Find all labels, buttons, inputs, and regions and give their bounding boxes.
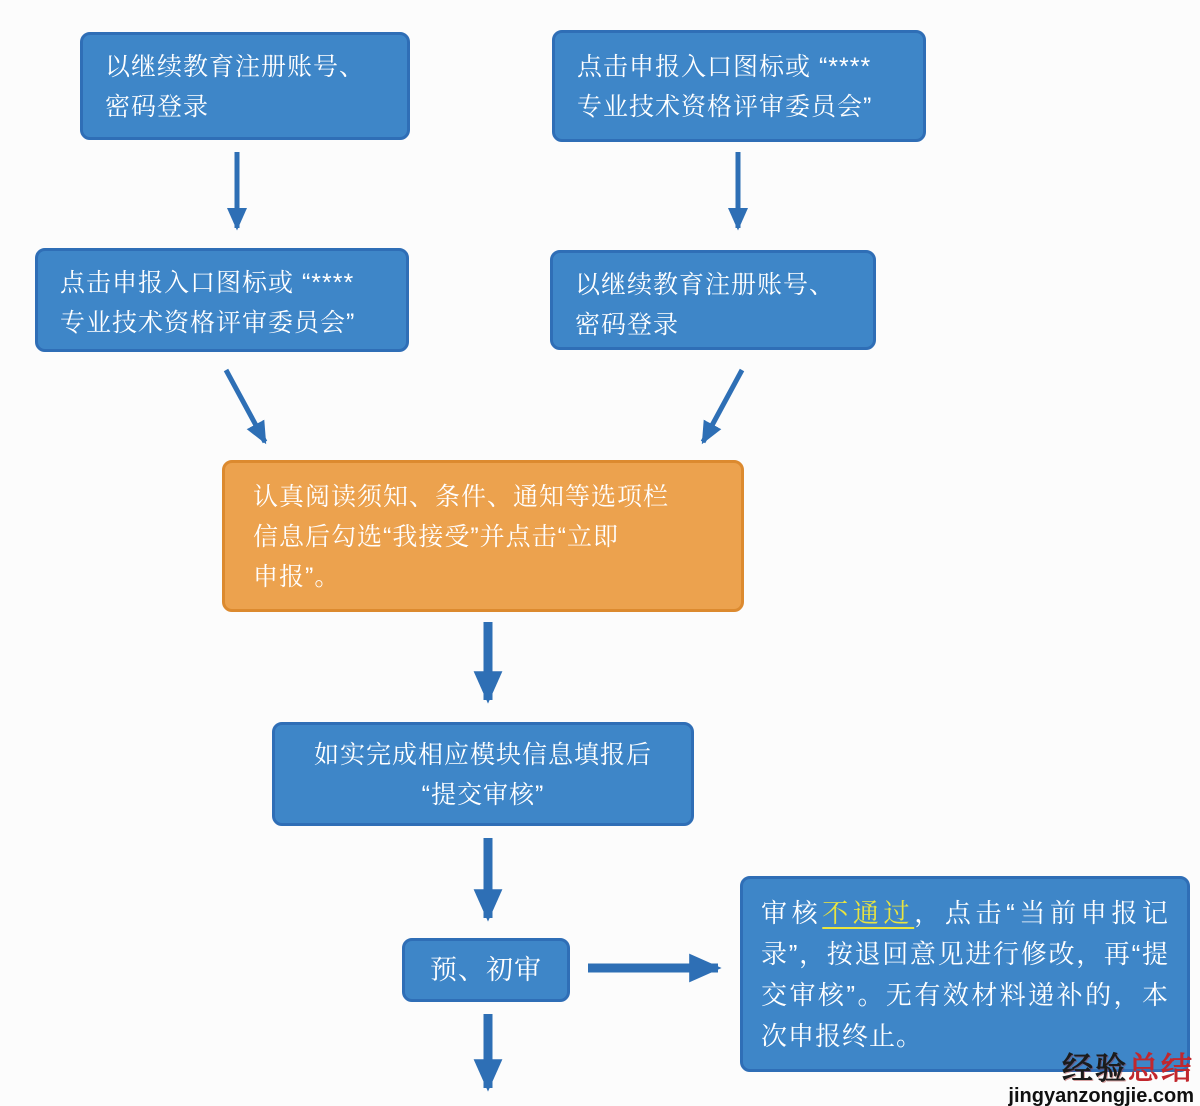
watermark-brand-black: 经验 [1062, 1051, 1128, 1086]
watermark-domain: jingyanzongjie.com [1008, 1085, 1194, 1106]
node-text-line: 密码登录 [575, 311, 680, 339]
arrow-left-to-notice [226, 370, 265, 442]
watermark-brand-red: 总结 [1128, 1051, 1194, 1086]
node-text-line: “提交审核” [421, 781, 545, 809]
review-fail-prefix: 审核 [761, 898, 823, 928]
node-text-line: 信息后勾选“我接受”并点击“立即 [253, 523, 619, 551]
node-text-line: 点击申报入口图标或 “**** [577, 53, 872, 81]
watermark [1008, 1053, 1194, 1106]
node-fill-submit [272, 722, 694, 826]
arrow-right-to-notice [703, 370, 742, 442]
node-text-line: 点击申报入口图标或 “**** [60, 269, 355, 297]
node-text-line: 专业技术资格评审委员会” [60, 309, 356, 337]
node-text-line: 专业技术资格评审委员会” [577, 93, 873, 121]
node-text-line: 预、初审 [430, 955, 542, 985]
node-entry-top-right [552, 30, 926, 142]
watermark-brand [1008, 1053, 1194, 1084]
node-text-line: 如实完成相应模块信息填报后 [313, 741, 652, 769]
node-review-fail [740, 876, 1190, 1072]
review-fail-highlight: 不通过 [822, 898, 915, 928]
node-login-mid-right [550, 250, 876, 350]
node-login-top-left [80, 32, 410, 140]
node-entry-mid-left [35, 248, 409, 352]
node-text-line: 以继续教育注册账号、 [575, 271, 836, 299]
node-text-line: 认真阅读须知、条件、通知等选项栏 [253, 483, 670, 511]
node-pre-review [402, 938, 570, 1002]
review-fail-rest: ，点击“当前申报记录”，按退回意见进行修改，再“提交审核”。无有效材料递补的，本次申报终止。 [761, 898, 1169, 1051]
node-text-line: 申报”。 [253, 563, 341, 591]
node-read-notice [222, 460, 744, 612]
node-text-line: 以继续教育注册账号、 [105, 53, 366, 81]
node-text-line: 密码登录 [105, 93, 210, 121]
